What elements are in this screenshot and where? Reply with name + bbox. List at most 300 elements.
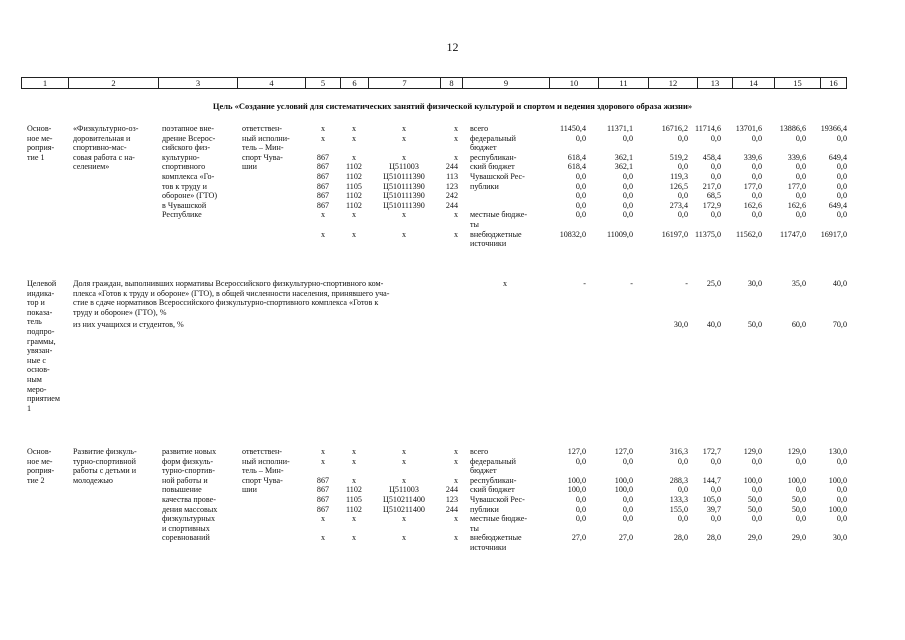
cell-value: 0,0 bbox=[622, 191, 633, 201]
cell-value: 100,0 bbox=[614, 475, 633, 485]
cell-value: 68,5 bbox=[706, 191, 721, 201]
executor-line: ответствен- bbox=[242, 447, 283, 456]
cell-source: ский бюджет bbox=[470, 162, 515, 172]
cell-value: 16197,0 bbox=[661, 229, 688, 239]
cell-rzpr: 1105 bbox=[346, 495, 362, 504]
cell-value: 100,0 bbox=[828, 475, 847, 485]
cell-rzpr: x bbox=[351, 229, 357, 239]
indicator-label-line: Целевой bbox=[27, 279, 57, 288]
task-line: турно-спортив- bbox=[162, 466, 215, 476]
section-label-line: ное ме- bbox=[27, 456, 53, 466]
cell-value: 100,0 bbox=[828, 504, 847, 514]
cell-value: 316,3 bbox=[669, 447, 688, 456]
cell-source: федеральный bbox=[470, 456, 516, 466]
column-number-header bbox=[21, 77, 847, 89]
cell-vr: 244 bbox=[445, 504, 458, 514]
task-line: комплекса «Го- bbox=[162, 172, 215, 181]
event-name-line: селением» bbox=[73, 162, 110, 172]
cell-source: республикан- bbox=[470, 475, 517, 485]
header-col-8: 8 bbox=[440, 78, 462, 88]
cell-vr: 123 bbox=[445, 181, 458, 191]
cell-source: публики bbox=[470, 504, 499, 514]
cell-value: 618,4 bbox=[567, 152, 586, 162]
cell-value: 28,0 bbox=[706, 533, 721, 543]
cell-vr: x bbox=[453, 475, 458, 485]
cell-value: 0,0 bbox=[836, 172, 847, 181]
indicator-value-students: 60,0 bbox=[791, 320, 806, 330]
cell-value: 0,0 bbox=[575, 504, 586, 514]
header-col-7: 7 bbox=[368, 78, 440, 88]
cell-value: 119,3 bbox=[670, 172, 688, 181]
cell-value: 13886,6 bbox=[779, 124, 806, 133]
task-line: повышение bbox=[162, 485, 202, 495]
cell-source: Чувашской Рес- bbox=[470, 172, 525, 181]
cell-value: 0,0 bbox=[622, 172, 633, 181]
cell-value: 649,4 bbox=[828, 152, 847, 162]
indicator-label-line: подпро- bbox=[27, 327, 55, 336]
cell-rzpr: x bbox=[351, 133, 357, 143]
cell-value: 100,0 bbox=[567, 475, 586, 485]
task-line: и спортивных bbox=[162, 523, 210, 533]
cell-value: 0,0 bbox=[836, 514, 847, 524]
executor-line: тель – Мин- bbox=[242, 466, 284, 476]
cell-value: 162,6 bbox=[787, 200, 806, 210]
cell-value: 0,0 bbox=[622, 210, 633, 220]
cell-value: 0,0 bbox=[677, 210, 688, 220]
indicator-label-line: граммы, bbox=[27, 336, 56, 346]
cell-value: 0,0 bbox=[575, 514, 586, 524]
cell-grbs: 867 bbox=[316, 191, 330, 201]
cell-value: 0,0 bbox=[710, 456, 721, 466]
cell-value: 162,6 bbox=[743, 200, 762, 210]
cell-value: 129,0 bbox=[743, 447, 762, 456]
cell-value: 217,0 bbox=[702, 181, 721, 191]
cell-value: 0,0 bbox=[836, 162, 847, 172]
cell-vr: x bbox=[453, 456, 458, 466]
cell-value: 28,0 bbox=[673, 533, 688, 543]
cell-value: 0,0 bbox=[677, 485, 688, 495]
cell-value: 126,5 bbox=[669, 181, 688, 191]
cell-source: всего bbox=[470, 124, 489, 133]
indicator-text-line: труду и обороне» (ГТО), % bbox=[73, 307, 167, 317]
executor-line: спорт Чува- bbox=[242, 152, 283, 162]
cell-vr: 242 bbox=[445, 191, 458, 201]
task-line: ной работы и bbox=[162, 475, 208, 485]
header-col-9: 9 bbox=[462, 78, 549, 88]
cell-rzpr: x bbox=[351, 210, 357, 220]
cell-csr: Ц510111390 bbox=[383, 181, 425, 191]
cell-vr: x bbox=[453, 514, 458, 524]
indicator-label-line: увязан- bbox=[27, 346, 53, 356]
cell-vr: x bbox=[453, 210, 458, 220]
cell-value: 50,0 bbox=[747, 504, 762, 514]
cell-source: внебюджетные bbox=[470, 229, 522, 239]
cell-value: 0,0 bbox=[622, 133, 633, 143]
cell-grbs: x bbox=[320, 124, 326, 133]
cell-source: ский бюджет bbox=[470, 485, 515, 495]
indicator-value-students: 70,0 bbox=[832, 320, 847, 330]
cell-rzpr: 1102 bbox=[346, 200, 362, 210]
cell-csr: Ц510111390 bbox=[383, 172, 425, 181]
task-line: сийского физ- bbox=[162, 143, 211, 153]
cell-value: 0,0 bbox=[710, 162, 721, 172]
indicator-label-line: 1 bbox=[27, 403, 32, 413]
cell-csr: x bbox=[401, 533, 407, 543]
cell-value: 0,0 bbox=[677, 191, 688, 201]
cell-grbs: 867 bbox=[316, 172, 330, 181]
cell-value: 19366,4 bbox=[820, 124, 847, 133]
cell-value: 0,0 bbox=[575, 191, 586, 201]
cell-grbs: 867 bbox=[316, 485, 330, 495]
task-line: дения массовых bbox=[162, 504, 218, 514]
cell-value: 0,0 bbox=[575, 181, 586, 191]
cell-source: источники bbox=[470, 239, 507, 249]
cell-value: 362,1 bbox=[614, 162, 633, 172]
cell-value: 0,0 bbox=[575, 133, 586, 143]
task-line: качества прове- bbox=[162, 495, 216, 504]
cell-vr: x bbox=[453, 533, 458, 543]
cell-value: 0,0 bbox=[575, 210, 586, 220]
cell-value: 11371,1 bbox=[606, 124, 633, 133]
header-col-3: 3 bbox=[158, 78, 237, 88]
cell-csr: Ц510111390 bbox=[383, 191, 425, 201]
cell-value: 0,0 bbox=[710, 514, 721, 524]
cell-grbs: x bbox=[320, 133, 326, 143]
cell-value: 0,0 bbox=[751, 210, 762, 220]
cell-value: 0,0 bbox=[836, 181, 847, 191]
indicator-value-students: 40,0 bbox=[706, 320, 721, 330]
event-name-line: доровительная и bbox=[73, 133, 131, 143]
cell-rzpr: x bbox=[351, 514, 357, 524]
header-col-11: 11 bbox=[598, 78, 648, 88]
cell-csr: x bbox=[401, 133, 407, 143]
cell-value: 458,4 bbox=[702, 152, 721, 162]
cell-csr: x bbox=[401, 456, 407, 466]
event-name-line: молодежью bbox=[73, 475, 113, 485]
cell-vr: 244 bbox=[445, 200, 458, 210]
cell-value: 16716,2 bbox=[661, 124, 688, 133]
cell-value: 0,0 bbox=[677, 456, 688, 466]
cell-value: 0,0 bbox=[836, 495, 847, 504]
cell-value: 177,0 bbox=[743, 181, 762, 191]
indicator-value: 40,0 bbox=[832, 279, 847, 288]
executor-line: ный исполни- bbox=[242, 456, 290, 466]
indicator-label-line: ным bbox=[27, 375, 42, 384]
cell-value: 0,0 bbox=[795, 133, 806, 143]
cell-source: бюджет bbox=[470, 466, 497, 476]
indicator-label-line: основ- bbox=[27, 365, 50, 375]
cell-value: 11450,4 bbox=[559, 124, 586, 133]
cell-value: 0,0 bbox=[751, 191, 762, 201]
cell-source: Чувашской Рес- bbox=[470, 495, 525, 504]
task-line: Республике bbox=[162, 210, 202, 220]
page-number: 12 bbox=[446, 40, 459, 54]
task-line: в Чувашской bbox=[162, 200, 207, 210]
cell-value: 29,0 bbox=[791, 533, 806, 543]
indicator-value: - bbox=[630, 279, 633, 288]
cell-value: 11562,0 bbox=[735, 229, 762, 239]
cell-value: 0,0 bbox=[710, 210, 721, 220]
cell-csr: x bbox=[401, 229, 407, 239]
event-name-line: Развитие физкуль- bbox=[73, 447, 137, 456]
cell-csr: Ц510111390 bbox=[383, 200, 425, 210]
indicator-value: - bbox=[685, 279, 688, 288]
cell-grbs: 867 bbox=[316, 475, 330, 485]
cell-value: 0,0 bbox=[622, 495, 633, 504]
cell-grbs: 867 bbox=[316, 200, 330, 210]
cell-value: 618,4 bbox=[567, 162, 586, 172]
cell-value: 172,9 bbox=[702, 200, 721, 210]
cell-value: 0,0 bbox=[795, 191, 806, 201]
cell-value: 0,0 bbox=[836, 133, 847, 143]
cell-source: ты bbox=[470, 523, 479, 533]
cell-value: 0,0 bbox=[710, 485, 721, 495]
cell-vr: x bbox=[453, 133, 458, 143]
header-col-2: 2 bbox=[68, 78, 158, 88]
cell-value: 273,4 bbox=[669, 200, 688, 210]
cell-source: внебюджетные bbox=[470, 533, 522, 543]
cell-rzpr: 1102 bbox=[346, 191, 362, 201]
cell-vr: x bbox=[453, 152, 458, 162]
cell-csr: Ц510211400 bbox=[383, 495, 425, 504]
cell-grbs: 867 bbox=[316, 504, 330, 514]
section-label-line: Основ- bbox=[27, 447, 52, 456]
cell-value: 30,0 bbox=[832, 533, 847, 543]
cell-csr: x bbox=[401, 152, 407, 162]
indicator-label-line: тор и bbox=[27, 298, 45, 308]
cell-grbs: 867 bbox=[316, 181, 330, 191]
cell-value: 29,0 bbox=[747, 533, 762, 543]
cell-value: 0,0 bbox=[622, 200, 633, 210]
task-line: дрение Всерос- bbox=[162, 133, 216, 143]
executor-line: шии bbox=[242, 162, 257, 172]
cell-value: 0,0 bbox=[622, 514, 633, 524]
cell-value: 0,0 bbox=[710, 133, 721, 143]
section-label-line: роприя- bbox=[27, 143, 55, 153]
cell-value: 27,0 bbox=[571, 533, 586, 543]
cell-value: 0,0 bbox=[751, 162, 762, 172]
cell-value: 0,0 bbox=[751, 514, 762, 524]
cell-value: 39,7 bbox=[706, 504, 721, 514]
cell-value: 0,0 bbox=[751, 172, 762, 181]
indicator-label-line: индика- bbox=[27, 288, 55, 298]
cell-value: 0,0 bbox=[622, 456, 633, 466]
header-col-13: 13 bbox=[697, 78, 732, 88]
cell-value: 127,0 bbox=[614, 447, 633, 456]
cell-csr: Ц511003 bbox=[389, 485, 419, 495]
cell-value: 127,0 bbox=[567, 447, 586, 456]
indicator-x: x bbox=[502, 279, 508, 288]
event-name-line: работы с детьми и bbox=[73, 466, 137, 476]
indicator-label-line: приятием bbox=[27, 394, 61, 404]
cell-value: 130,0 bbox=[828, 447, 847, 456]
cell-rzpr: x bbox=[351, 475, 357, 485]
cell-value: 11714,6 bbox=[694, 124, 721, 133]
cell-value: 0,0 bbox=[751, 456, 762, 466]
event-name-line: «Физкультурно-оз- bbox=[73, 124, 139, 133]
task-line: форм физкуль- bbox=[162, 456, 214, 466]
cell-value: 11009,0 bbox=[606, 229, 633, 239]
cell-rzpr: x bbox=[351, 152, 357, 162]
cell-rzpr: x bbox=[351, 447, 357, 456]
executor-line: шии bbox=[242, 485, 257, 495]
indicator-label-line: меро- bbox=[27, 384, 47, 394]
cell-csr: Ц511003 bbox=[389, 162, 419, 172]
task-line: поэтапное вне- bbox=[162, 124, 214, 133]
header-col-15: 15 bbox=[774, 78, 820, 88]
indicator-text-line: плекса «Готов к труду и обороне» (ГТО), в общей численности населения, принявшего уча- bbox=[73, 288, 390, 298]
header-col-5: 5 bbox=[305, 78, 340, 88]
indicator-value: 35,0 bbox=[791, 279, 806, 288]
indicator-label-line: тель bbox=[27, 317, 42, 327]
cell-value: 362,1 bbox=[614, 152, 633, 162]
cell-value: 0,0 bbox=[836, 485, 847, 495]
cell-value: 0,0 bbox=[836, 456, 847, 466]
cell-value: 0,0 bbox=[677, 514, 688, 524]
header-col-10: 10 bbox=[549, 78, 598, 88]
cell-value: 16917,0 bbox=[820, 229, 847, 239]
cell-value: 0,0 bbox=[795, 172, 806, 181]
cell-grbs: x bbox=[320, 514, 326, 524]
cell-value: 0,0 bbox=[836, 210, 847, 220]
cell-value: 50,0 bbox=[791, 504, 806, 514]
cell-source: местные бюдже- bbox=[470, 210, 528, 220]
cell-value: 172,7 bbox=[702, 447, 721, 456]
cell-vr: x bbox=[453, 447, 458, 456]
indicator-value: 30,0 bbox=[747, 279, 762, 288]
cell-rzpr: 1102 bbox=[346, 485, 362, 495]
cell-value: 288,3 bbox=[669, 475, 688, 485]
cell-csr: x bbox=[401, 514, 407, 524]
cell-vr: 244 bbox=[445, 485, 458, 495]
cell-value: 50,0 bbox=[747, 495, 762, 504]
cell-csr: x bbox=[401, 447, 407, 456]
cell-value: 0,0 bbox=[677, 133, 688, 143]
task-line: обороне» (ГТО) bbox=[162, 191, 218, 201]
event-name-line: совая работа с на- bbox=[73, 152, 135, 162]
cell-value: 129,0 bbox=[787, 447, 806, 456]
cell-value: 11375,0 bbox=[694, 229, 721, 239]
event-name-line: спортивно-мас- bbox=[73, 143, 127, 153]
cell-value: 649,4 bbox=[828, 200, 847, 210]
cell-value: 100,0 bbox=[787, 475, 806, 485]
cell-value: 100,0 bbox=[743, 475, 762, 485]
cell-vr: 113 bbox=[446, 172, 458, 181]
header-col-1: 1 bbox=[21, 78, 68, 88]
cell-value: 0,0 bbox=[751, 485, 762, 495]
cell-vr: 123 bbox=[445, 495, 458, 504]
cell-value: 10832,0 bbox=[559, 229, 586, 239]
executor-line: ответствен- bbox=[242, 124, 283, 133]
header-col-6: 6 bbox=[340, 78, 368, 88]
cell-vr: 244 bbox=[445, 162, 458, 172]
section-label-line: тие 1 bbox=[27, 152, 45, 162]
cell-rzpr: 1102 bbox=[346, 172, 362, 181]
cell-value: 0,0 bbox=[622, 504, 633, 514]
cell-source: источники bbox=[470, 543, 507, 552]
cell-rzpr: x bbox=[351, 456, 357, 466]
cell-csr: x bbox=[401, 210, 407, 220]
header-col-16: 16 bbox=[820, 78, 847, 88]
cell-rzpr: 1102 bbox=[346, 504, 362, 514]
task-line: соревнований bbox=[162, 533, 210, 543]
cell-source: местные бюдже- bbox=[470, 514, 528, 524]
cell-value: 100,0 bbox=[614, 485, 633, 495]
cell-csr: x bbox=[401, 124, 407, 133]
cell-value: 0,0 bbox=[575, 200, 586, 210]
cell-value: 155,0 bbox=[669, 504, 688, 514]
cell-value: 339,6 bbox=[787, 152, 806, 162]
header-col-14: 14 bbox=[732, 78, 774, 88]
cell-value: 0,0 bbox=[677, 162, 688, 172]
cell-value: 0,0 bbox=[575, 172, 586, 181]
cell-value: 0,0 bbox=[795, 210, 806, 220]
task-line: развитие новых bbox=[162, 447, 217, 456]
goal-heading: Цель «Создание условий для систематических занятий физической культурой и спортом и ведения здорового образа жизни» bbox=[212, 101, 693, 111]
cell-value: 144,7 bbox=[702, 475, 721, 485]
executor-line: спорт Чува- bbox=[242, 475, 283, 485]
executor-line: тель – Мин- bbox=[242, 143, 284, 153]
cell-grbs: 867 bbox=[316, 152, 330, 162]
cell-grbs: x bbox=[320, 456, 326, 466]
cell-value: 0,0 bbox=[836, 191, 847, 201]
indicator-text-line: стие в сдаче нормативов Всероссийского физкультурно-спортивного комплекса «Готов к bbox=[73, 298, 379, 308]
cell-source: бюджет bbox=[470, 143, 497, 153]
section-label-line: Основ- bbox=[27, 124, 52, 133]
cell-value: 519,2 bbox=[669, 152, 688, 162]
cell-source: федеральный bbox=[470, 133, 516, 143]
indicator-label-line: ные с bbox=[27, 355, 46, 365]
section-label-line: ное ме- bbox=[27, 133, 53, 143]
cell-source: республикан- bbox=[470, 152, 517, 162]
cell-grbs: 867 bbox=[316, 162, 330, 172]
cell-rzpr: x bbox=[351, 533, 357, 543]
cell-grbs: x bbox=[320, 533, 326, 543]
cell-value: 13701,6 bbox=[735, 124, 762, 133]
cell-value: 0,0 bbox=[795, 514, 806, 524]
header-col-12: 12 bbox=[648, 78, 697, 88]
task-line: физкультурных bbox=[162, 514, 216, 524]
indicator-value: - bbox=[583, 279, 586, 288]
task-line: культурно- bbox=[162, 152, 200, 162]
cell-csr: Ц510211400 bbox=[383, 504, 425, 514]
cell-rzpr: 1102 bbox=[346, 162, 362, 172]
cell-source: всего bbox=[470, 447, 489, 456]
cell-value: 0,0 bbox=[622, 181, 633, 191]
indicator-value-students: 50,0 bbox=[747, 320, 762, 330]
cell-rzpr: 1105 bbox=[346, 181, 362, 191]
cell-value: 0,0 bbox=[795, 456, 806, 466]
indicator-sub-line: из них учащихся и студентов, % bbox=[73, 320, 184, 330]
cell-source: публики bbox=[470, 181, 499, 191]
cell-value: 11747,0 bbox=[779, 229, 806, 239]
cell-value: 0,0 bbox=[710, 172, 721, 181]
cell-value: 177,0 bbox=[787, 181, 806, 191]
cell-grbs: 867 bbox=[316, 495, 330, 504]
section-label-line: роприя- bbox=[27, 466, 55, 476]
cell-value: 50,0 bbox=[791, 495, 806, 504]
cell-vr: x bbox=[453, 229, 458, 239]
task-line: тов к труду и bbox=[162, 181, 207, 191]
indicator-value-students: 30,0 bbox=[673, 320, 688, 330]
task-line: спортивного bbox=[162, 162, 206, 172]
cell-grbs: x bbox=[320, 229, 326, 239]
cell-value: 0,0 bbox=[575, 495, 586, 504]
section-label-line: тие 2 bbox=[27, 475, 45, 485]
indicator-value: 25,0 bbox=[706, 279, 721, 288]
indicator-text-line: Доля граждан, выполнивших нормативы Всероссийского физкультурно-спортивного ком- bbox=[73, 279, 384, 288]
cell-grbs: x bbox=[320, 210, 326, 220]
